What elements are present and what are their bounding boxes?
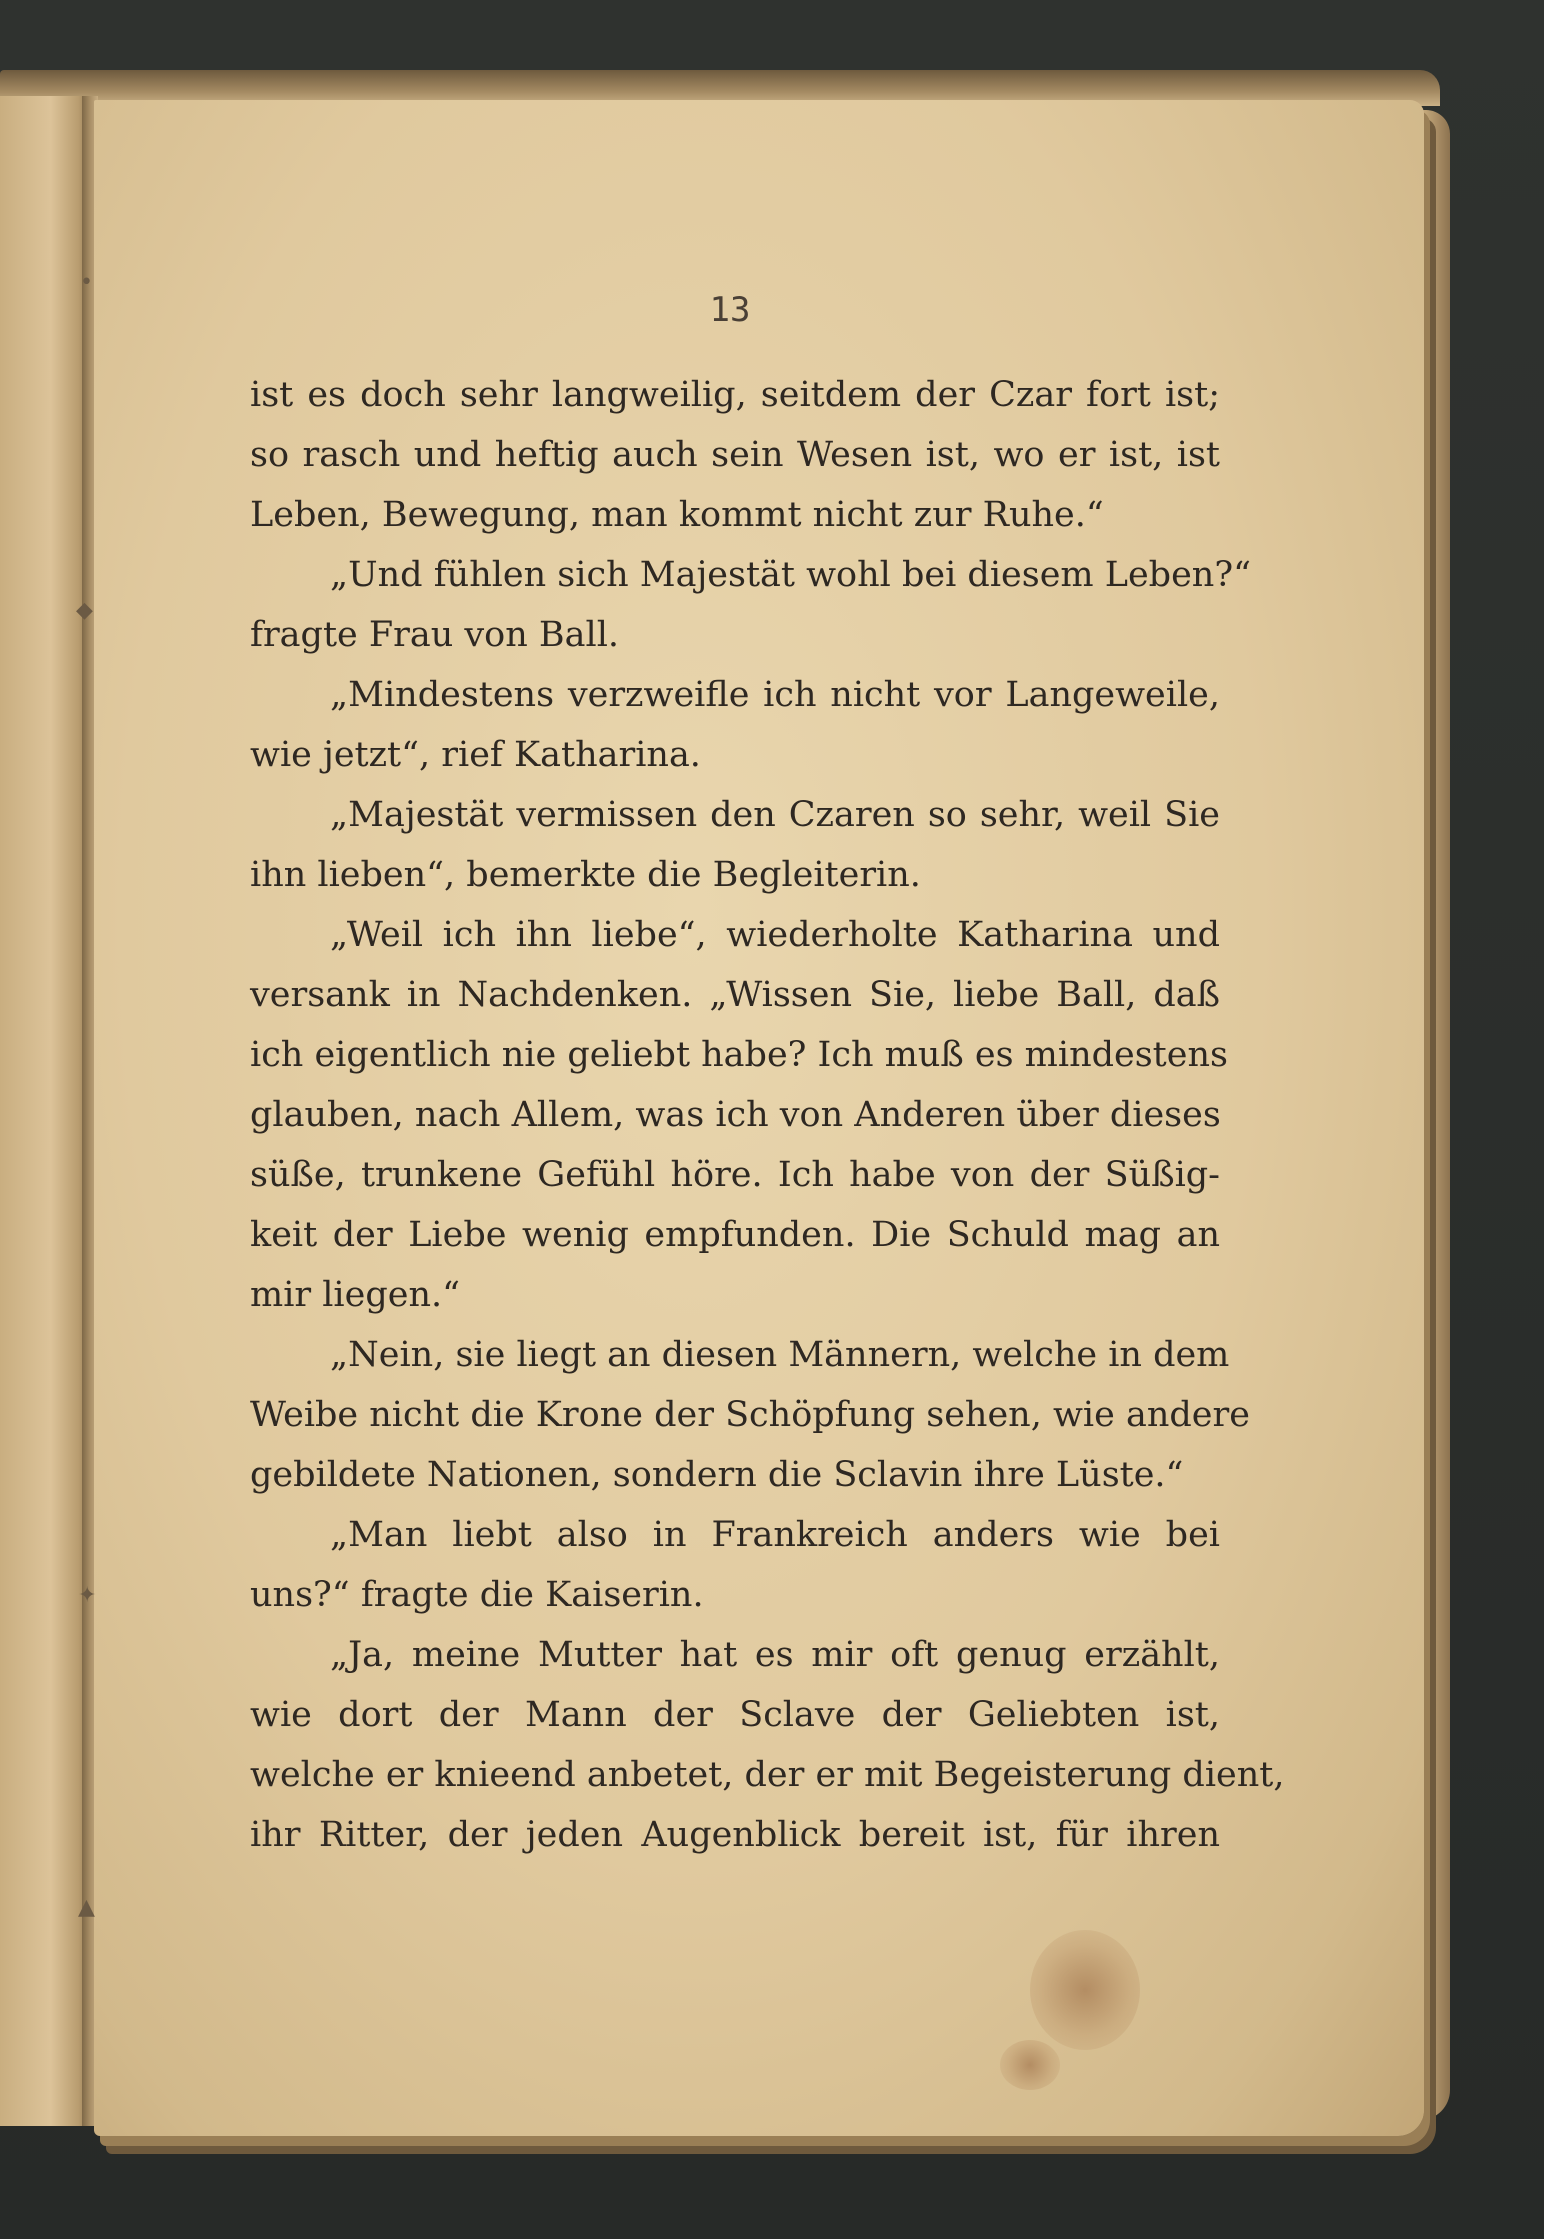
text-line: versank in Nachdenken. „Wissen Sie, liebe Ball, daß bbox=[250, 975, 1220, 1015]
text-line: „Nein, sie liegt an diesen Männern, welche in dem bbox=[330, 1335, 1230, 1375]
text-line: mir liegen.“ bbox=[250, 1275, 461, 1315]
margin-mark: ▲ bbox=[78, 1895, 95, 1920]
text-line: „Man liebt also in Frankreich anders wie bei bbox=[330, 1515, 1220, 1555]
text-line: fragte Frau von Ball. bbox=[250, 615, 620, 655]
text-line: keit der Liebe wenig empfunden. Die Schuld mag an bbox=[250, 1215, 1220, 1255]
page-number: 13 bbox=[709, 290, 751, 330]
text-line: Leben, Bewegung, man kommt nicht zur Ruhe.“ bbox=[250, 495, 1104, 535]
text-line: glauben, nach Allem, was ich von Anderen über dieses bbox=[250, 1095, 1221, 1135]
page-stain bbox=[1030, 1930, 1140, 2050]
text-line: ihn lieben“, bemerkte die Begleiterin. bbox=[250, 855, 921, 895]
margin-mark: ◆ bbox=[76, 598, 93, 623]
margin-mark: ✦ bbox=[78, 1583, 97, 1608]
text-line: ihr Ritter, der jeden Augenblick bereit ist, für ihren bbox=[250, 1815, 1220, 1855]
text-line: Weibe nicht die Krone der Schöpfung sehen, wie andere bbox=[250, 1395, 1250, 1435]
text-line: welche er knieend anbetet, der er mit Begeisterung dient, bbox=[250, 1755, 1285, 1795]
page-text bbox=[250, 365, 1285, 1865]
page-stain-small bbox=[1000, 2040, 1060, 2090]
margin-mark: • bbox=[80, 270, 93, 295]
text-line: gebildete Nationen, sondern die Sclavin ihre Lüste.“ bbox=[250, 1455, 1184, 1495]
text-line: wie jetzt“, rief Katharina. bbox=[250, 735, 701, 775]
text-line: „Majestät vermissen den Czaren so sehr, weil Sie bbox=[330, 795, 1220, 835]
text-line: ich eigentlich nie geliebt habe? Ich muß es mindestens bbox=[250, 1035, 1228, 1075]
left-page-edge bbox=[0, 96, 92, 2126]
text-line: ist es doch sehr langweilig, seitdem der Czar fort ist; bbox=[250, 375, 1220, 415]
text-line: „Ja, meine Mutter hat es mir oft genug erzählt, bbox=[330, 1635, 1220, 1675]
text-line: uns?“ fragte die Kaiserin. bbox=[250, 1575, 704, 1615]
text-line: „Weil ich ihn liebe“, wiederholte Katharina und bbox=[330, 915, 1220, 955]
text-line: „Und fühlen sich Majestät wohl bei diesem Leben?“ bbox=[330, 555, 1251, 595]
text-line: „Mindestens verzweifle ich nicht vor Langeweile, bbox=[330, 675, 1220, 715]
text-line: so rasch und heftig auch sein Wesen ist, wo er ist, ist bbox=[250, 435, 1220, 475]
text-line: süße, trunkene Gefühl höre. Ich habe von der Süßig- bbox=[250, 1155, 1220, 1195]
text-line: wie dort der Mann der Sclave der Geliebten ist, bbox=[250, 1695, 1220, 1735]
